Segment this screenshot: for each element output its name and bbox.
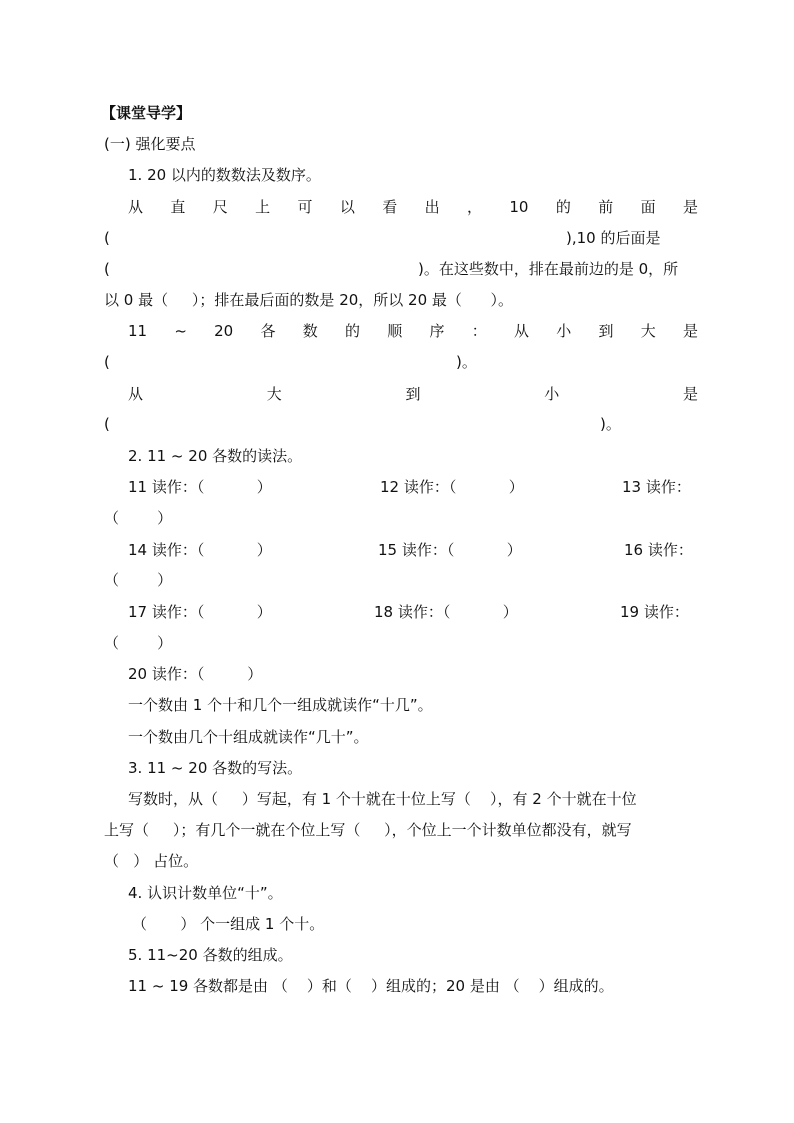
- blank-open: (: [104, 415, 110, 433]
- blank-open: (: [104, 229, 110, 247]
- writing-line-2: 上写（ ）；有几个一就在个位上写（ ），个位上一个计数单位都没有，就写: [104, 821, 632, 839]
- writing-line-3: （ ） 占位。: [104, 852, 199, 870]
- item-5-heading: 5. 11~20 各数的组成。: [128, 946, 293, 964]
- paragraph-1-line-3-tail: )。在这些数中，排在最前边的是 0，所: [418, 260, 679, 278]
- item-1-heading: 1. 20 以内的数数法及数序。: [128, 166, 321, 184]
- read-13-blank: （ ）: [104, 509, 173, 527]
- read-15: 15 读作：（ ）: [378, 541, 522, 559]
- writing-line-1: 写数时，从（ ）写起，有 1 个十就在十位上写（ ），有 2 个十就在十位: [128, 790, 637, 808]
- item-3-heading: 3. 11 ~ 20 各数的写法。: [128, 759, 303, 777]
- section-title: 【课堂导学】: [101, 104, 192, 122]
- rule-teen: 一个数由 1 个十和几个一组成就读作“十几”。: [128, 696, 433, 714]
- composition-line: 11 ~ 19 各数都是由 （ ）和（ ）组成的；20 是由 （ ）组成的。: [128, 977, 614, 995]
- read-17: 17 读作：（ ）: [128, 603, 272, 621]
- read-19: 19 读作：: [620, 603, 689, 621]
- read-14: 14 读作：（ ）: [128, 541, 272, 559]
- paragraph-1-line-4: 以 0 最（ ）；排在最后面的数是 20，所以 20 最（ ）。: [104, 291, 514, 309]
- read-12: 12 读作：（ ）: [380, 478, 524, 496]
- read-18: 18 读作：（ ）: [374, 603, 518, 621]
- read-13: 13 读作：: [622, 478, 691, 496]
- blank-open: (: [104, 353, 110, 371]
- paragraph-2-line-1: 11 ~ 20 各 数 的 顺 序 ： 从 小 到 大 是: [128, 322, 698, 340]
- paragraph-2-line-2-tail: )。: [456, 353, 477, 371]
- read-11: 11 读作：（ ）: [128, 478, 272, 496]
- read-20: 20 读作：（ ）: [128, 665, 263, 683]
- paragraph-1-line-1: 从 直 尺 上 可 以 看 出 ， 10 的 前 面 是: [128, 198, 698, 216]
- subsection-heading: (一) 强化要点: [104, 135, 196, 153]
- paragraph-1-line-2-tail: ),10 的后面是: [566, 229, 661, 247]
- read-16-blank: （ ）: [104, 571, 173, 589]
- blank-open: (: [104, 260, 110, 278]
- paragraph-3-line-1: 从 大 到 小 是: [128, 385, 698, 403]
- paragraph-3-line-2-tail: )。: [600, 415, 621, 433]
- rule-tens: 一个数由几个十组成就读作“几十”。: [128, 728, 369, 746]
- item-2-heading: 2. 11 ~ 20 各数的读法。: [128, 447, 303, 465]
- unit-ten-line: （ ） 个一组成 1 个十。: [132, 915, 325, 933]
- read-16: 16 读作：: [624, 541, 693, 559]
- item-4-heading: 4. 认识计数单位“十”。: [128, 884, 283, 902]
- read-19-blank: （ ）: [104, 634, 173, 652]
